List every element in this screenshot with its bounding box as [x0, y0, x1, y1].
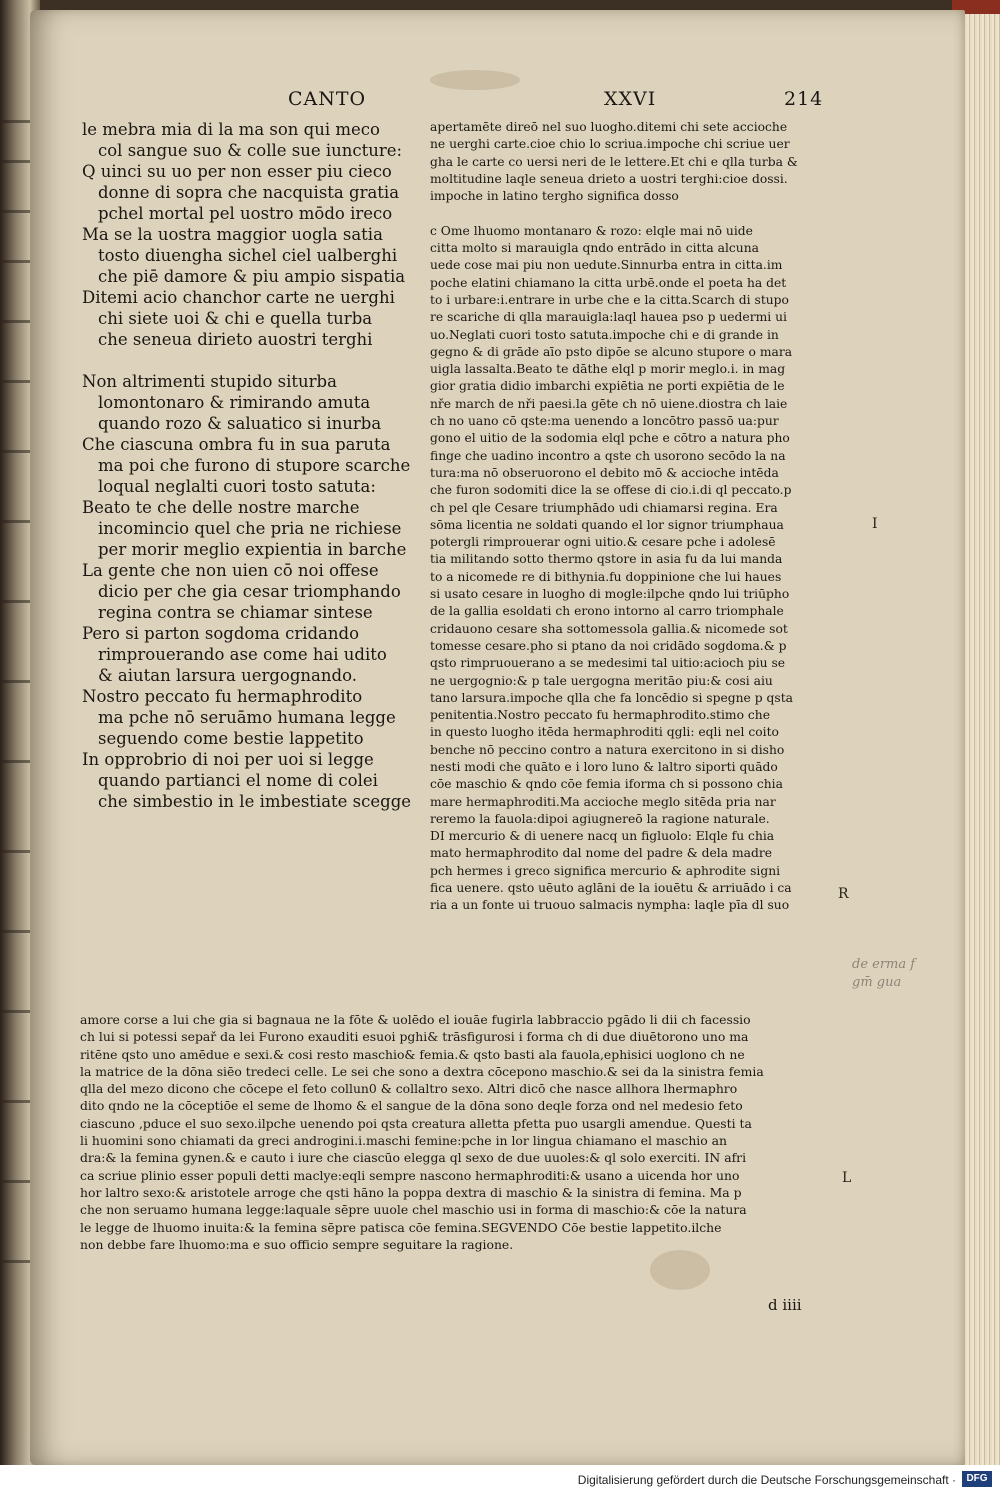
running-head-canto: CANTO	[288, 88, 367, 110]
verse-line: le mebra mia di la ma son qui meco	[82, 120, 380, 139]
commentary-line: ch lui si potessi sepař da lei Furono exauditi esuoi pghi& trāsfigurosi i forma ch di due diuētorono uno ma	[80, 1029, 749, 1045]
commentary-line: ch no uano cō qste:ma uenendo a loncōtro passō ua:pur	[430, 414, 779, 429]
verse-line: In opprobrio di noi per uoi si legge	[82, 750, 374, 769]
signature-mark: d iiii	[768, 1296, 802, 1314]
commentary-line: hor laltro sexo:& aristotele arroge che qsti hāno la poppa dextra di maschio & la sinistra di femina. Ma p	[80, 1184, 742, 1200]
verse-line: loqual neglalti cuori tosto satuta:	[98, 477, 376, 496]
verse-line: quando partianci el nome di colei	[98, 771, 378, 790]
verse-line: Ma se la uostra maggior uogla satia	[82, 225, 383, 244]
commentary-column	[430, 119, 798, 915]
verse-line: chi siete uoi & chi e quella turba	[98, 309, 373, 328]
commentary-full-width	[80, 1011, 764, 1253]
verse-line: seguendo come bestie lappetito	[98, 729, 364, 748]
verse-line: tosto diuengha sichel ciel ualberghi	[98, 246, 398, 265]
verse-line: donne di sopra che nacquista gratia	[98, 183, 400, 202]
verse-line: lomontonaro & rimirando amuta	[98, 393, 371, 412]
commentary-line: che non seruamo humana legge:laquale sēpre uuole chel maschio usi in forma di maschio:& cōe la natura	[80, 1202, 747, 1218]
margin-letter-r: R	[838, 886, 849, 902]
commentary-line: ca scriue plinio esser populi detti maclye:eqli sempre nascono hermaphroditi:& usano a uicenda hor uno	[80, 1167, 740, 1183]
paper-stain	[430, 70, 520, 90]
commentary-line: le legge de lhuomo inuita:& la femina sēpre patisca cōe femina.SEGVENDO Cōe bestie lappetito.ilche	[80, 1219, 722, 1235]
running-head-number: XXVI	[604, 88, 657, 110]
commentary-line: uo.Neglati cuori tosto satuta.impoche chi e di grande in	[430, 327, 779, 342]
commentary-line: ria a un fonte ui truouo salmacis nympha: laqle pīa dl suo	[430, 898, 790, 913]
commentary-line: tia militando sotto thermo qstore in asia fu da lui manda	[430, 552, 783, 567]
commentary-line: che furon sodomiti dice la se offese di cio.i.di ql peccato.p	[430, 483, 792, 498]
verse-line: Nostro peccato fu hermaphrodito	[82, 687, 363, 706]
verse-line: che piē damore & piu ampio sispatia	[98, 267, 406, 286]
commentary-line: apertamēte direō nel suo luogho.ditemi chi sete accioche	[430, 120, 788, 134]
commentary-line: re scariche di qlla marauigla:laql hauea pso p uedermi ui	[430, 310, 787, 325]
paper-stain	[650, 1250, 710, 1290]
commentary-line: tura:ma nō obseruorono el debito mō & accioche intēda	[430, 465, 779, 480]
commentary-line: citta molto si marauigla qndo entrādo in citta alcuna	[430, 241, 759, 256]
commentary-line: to i urbare:i.entrare in urbe che e la citta.Scarch di stupo	[430, 292, 789, 307]
commentary-line: potergli rimprouerar ogni uitio.& cesare pche i adolesē	[430, 535, 776, 550]
commentary-line: gha le carte co uersi neri de le lettere.Et chi e qlla turba &	[430, 154, 798, 169]
folio-number: 214	[784, 88, 824, 110]
verse-line: Ditemi acio chanchor carte ne uerghi	[82, 288, 395, 307]
verse-column	[82, 119, 411, 812]
verse-line: regina contra se chiamar sintese	[98, 603, 373, 622]
commentary-line: ne uerghi carte.cioe chio lo scriua.impoche chi scriue uer	[430, 137, 790, 152]
commentary-line: qsto rimpruouerano a se medesimi tal uitio:acioch piu se	[430, 656, 786, 671]
commentary-line: pch hermes i greco significa mercurio & aphrodite signi	[430, 863, 781, 878]
verse-line: col sangue suo & colle sue iuncture:	[98, 141, 403, 160]
funding-credit: Digitalisierung gefördert durch die Deutsche Forschungsgemeinschaft ·	[577, 1473, 956, 1487]
verse-line: che simbestio in le imbestiate scegge	[98, 792, 412, 811]
verse-line: quando rozo & saluatico si inurba	[98, 414, 382, 433]
commentary-line: cōe maschio & qndo cōe femia iforma ch si possono chia	[430, 777, 783, 792]
commentary-line: nesti modi che quāto e i loro luno & laltro siporti quādo	[430, 759, 778, 774]
commentary-line: tomesse cesare.pho si ptano da noi cridādo sogdoma.& p	[430, 638, 787, 653]
commentary-line: DI mercurio & di uenere nacq un figluolo: Elqle fu chia	[430, 829, 775, 844]
commentary-line: c Ome lhuomo montanaro & rozo: elqle mai nō uide	[430, 223, 753, 238]
commentary-line: li huomini sono chiamati da greci androgini.i.maschi femine:pche in lor lingua chiamano el maschio an	[80, 1133, 728, 1149]
handwritten-marginal-note: de erma f gm̄ gua	[852, 957, 916, 990]
commentary-line: uigla lassalta.Beato te dāthe elql p morir meglo.i. in mag	[430, 362, 786, 377]
margin-letter-i: I	[872, 516, 878, 532]
commentary-line: benche nō peccino contro a natura exercitono in si disho	[430, 742, 785, 757]
commentary-line: tano larsura.impoche qlla che fa loncēdio si spegne p qsta	[430, 690, 793, 705]
footer-bar	[0, 1465, 1000, 1497]
verse-line: Che ciascuna ombra fu in sua paruta	[82, 435, 391, 454]
commentary-line: non debbe fare lhuomo:ma e suo officio sempre seguitare la ragione.	[80, 1236, 514, 1252]
commentary-line: de la gallia esoldati ch erono intorno al carro triomphale	[430, 604, 784, 619]
commentary-line: qlla del mezo dicono che cōcepe el feto collun0 & collaltro sexo. Altri dicō che nasce allhora lhermaphro	[80, 1081, 738, 1097]
commentary-line: reremo la fauola:dipoi agiugnereō la ragione naturale.	[430, 811, 770, 826]
verse-line: & aiutan larsura uergognando.	[98, 666, 357, 685]
commentary-line: to a nicomede re di bithynia.fu doppinione che lui haues	[430, 569, 782, 584]
commentary-line: in questo luogho itēda hermaphroditi qgli: eqli nel coito	[430, 725, 779, 740]
verse-line: per morir meglio expientia in barche	[98, 540, 407, 559]
commentary-line: gono el uitio de la sodomia elql pche e cōtro a natura pho	[430, 431, 790, 446]
commentary-line: gior gratia didio imbarchi expiētia ne porti expiētia de le	[430, 379, 785, 394]
commentary-line: sōma licentia ne soldati quando el lor signor triumphaua	[430, 517, 784, 532]
verse-line: rimprouerando ase come hai udito	[98, 645, 387, 664]
commentary-line: moltitudine laqle seneua drieto a uostri terghi:cioe dossi.	[430, 171, 788, 186]
commentary-line: impoche in latino tergho significa dosso	[430, 189, 679, 204]
verse-line: dicio per che gia cesar triomphando	[98, 582, 401, 601]
verse-line: Non altrimenti stupido siturba	[82, 372, 337, 391]
verse-line: ma poi che furono di stupore scarche	[98, 456, 411, 475]
commentary-line: finge che uadino incontro a qste ch usorono secōdo la na	[430, 448, 786, 463]
commentary-line: dra:& la femina gynen.& e cauto i iure che ciascūo elegga ql sexo de due uuoles:& ql solo exerciti. IN afri	[80, 1150, 747, 1166]
commentary-line: si usato cesare in luogho di mogle:ilpche qndo lui triūpho	[430, 587, 790, 602]
commentary-line: mato hermaphrodito dal nome del padre & dela madre	[430, 846, 772, 861]
commentary-line: ch pel qle Cesare triumphādo udi chiamarsi regina. Era	[430, 500, 778, 515]
commentary-line: cridauono cesare sha sottomessola gallia.& nicomede sot	[430, 621, 788, 636]
commentary-line: mare hermaphroditi.Ma accioche meglo sitēda pria nar	[430, 794, 776, 809]
verse-line	[82, 350, 411, 371]
commentary-line: nře march de nři paesi.la gēte ch nō uiene.diostra ch laie	[430, 396, 788, 411]
verse-line: Beato te che delle nostre marche	[82, 498, 360, 517]
commentary-line: poche elatini chiamano la citta urbē.onde el poeta ha det	[430, 275, 787, 290]
commentary-line: fica uenere. qsto uēuto aglāni de la iouētu & arriuādo i ca	[430, 881, 792, 896]
verse-line: pchel mortal pel uostro mōdo ireco	[98, 204, 393, 223]
commentary-line: gegno & di grāde aīo psto dipōe se alcuno stupore o mara	[430, 344, 793, 359]
commentary-line: la matrice de la dōna siēo tredeci celle. Le sei che sono a dextra cōcepono maschio.& sei da la sinistra femia	[80, 1063, 764, 1079]
verse-line: Pero si parton sogdoma cridando	[82, 624, 360, 643]
commentary-line: ciascuno ,pduce el suo sexo.ilpche uenendo poi qsta creatura alletta pfetta puo usargli amendue. Questi ta	[80, 1115, 752, 1131]
verse-line: ma pche nō seruāmo humana legge	[98, 708, 396, 727]
verse-line: Q uinci su uo per non esser piu cieco	[82, 162, 392, 181]
verse-line: che seneua dirieto auostri terghi	[98, 330, 373, 349]
commentary-line: uede cose mai piu non uedute.Sinnurba entra in citta.im	[430, 258, 783, 273]
commentary-line: amore corse a lui che gia si bagnaua ne la fōte & uolēdo el iouāe fugirla labbraccio pgādo li dii ch facessio	[80, 1012, 751, 1027]
commentary-line	[430, 205, 798, 222]
verse-line: incomincio quel che pria ne richiese	[98, 519, 402, 538]
commentary-line: ritēne qsto uno amēdue e sexi.& cosi resto maschio& femia.& qsto basti ala fauola,ephisici uoglono ch ne	[80, 1046, 745, 1062]
commentary-line: dito qndo ne la cōceptiōe el seme de lhomo & el sangue de la dōna sono deqle forza ond nel medesio feto	[80, 1098, 743, 1114]
commentary-line: ne uergognio:& p tale uergogna meritāo piu:& cosi aiu	[430, 673, 773, 688]
margin-letter-l: L	[842, 1170, 852, 1186]
dfg-logo: DFG	[962, 1471, 992, 1487]
verse-line: La gente che non uien cō noi offese	[82, 561, 379, 580]
page-stack-edges	[962, 14, 1000, 1465]
commentary-line: penitentia.Nostro peccato fu hermaphrodito.stimo che	[430, 708, 770, 723]
